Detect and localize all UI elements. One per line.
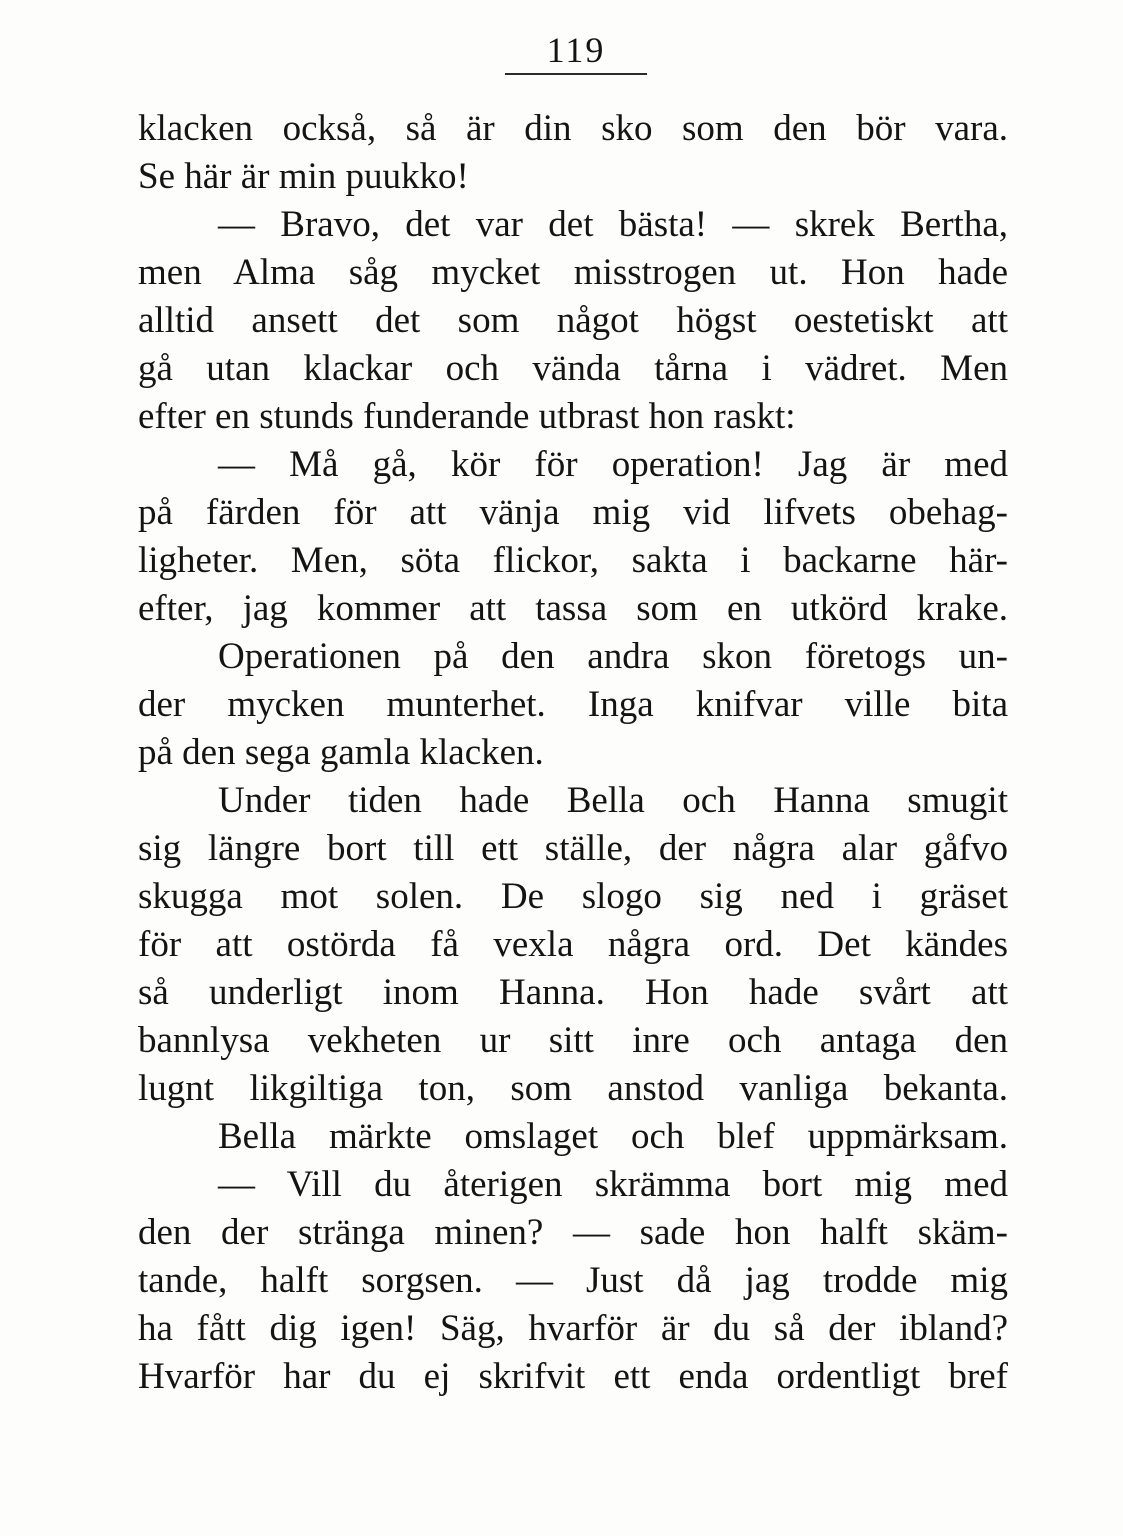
text-line: klacken också, så är din sko som den bör vara. <box>138 108 1008 149</box>
text-line: der mycken munterhet. Inga knifvar ville bita <box>138 684 1008 725</box>
text-line: Under tiden hade Bella och Hanna smugit <box>218 780 1008 821</box>
text-line: efter en stunds funderande utbrast hon raskt: <box>138 396 796 437</box>
text-line: Hvarför har du ej skrifvit ett enda ordentligt bref <box>138 1356 1008 1397</box>
text-line: ha fått dig igen! Säg, hvarför är du så der ibland? <box>138 1308 1008 1349</box>
text-line: tande, halft sorgsen. — Just då jag trodde mig <box>138 1260 1008 1301</box>
text-line: sig längre bort till ett ställe, der några alar gåfvo <box>138 828 1008 869</box>
text-line: — Vill du återigen skrämma bort mig med <box>218 1164 1008 1205</box>
text-line: på färden för att vänja mig vid lifvets obehag- <box>138 492 1008 533</box>
text-line: — Bravo, det var det bästa! — skrek Bertha, <box>218 204 1008 245</box>
text-line: Bella märkte omslaget och blef uppmärksam. <box>218 1116 1008 1157</box>
page-number-rule <box>505 73 647 75</box>
text-line: men Alma såg mycket misstrogen ut. Hon hade <box>138 252 1008 293</box>
text-line: den der stränga minen? — sade hon halft skäm- <box>138 1212 1008 1253</box>
text-line: lugnt likgiltiga ton, som anstod vanliga bekanta. <box>138 1068 1008 1109</box>
text-line: skugga mot solen. De slogo sig ned i gräset <box>138 876 1008 917</box>
text-line: — Må gå, kör för operation! Jag är med <box>218 444 1008 485</box>
text-line: gå utan klackar och vända tårna i vädret. Men <box>138 348 1008 389</box>
text-line: på den sega gamla klacken. <box>138 732 544 773</box>
text-line: alltid ansett det som något högst oestetiskt att <box>138 300 1008 341</box>
text-line: Operationen på den andra skon företogs un- <box>218 636 1008 677</box>
text-line: Se här är min puukko! <box>138 156 469 197</box>
text-line: bannlysa vekheten ur sitt inre och antaga den <box>138 1020 1008 1061</box>
text-line: så underligt inom Hanna. Hon hade svårt att <box>138 972 1008 1013</box>
page-number: 119 <box>546 30 606 70</box>
text-line: ligheter. Men, söta flickor, sakta i backarne här- <box>138 540 1008 581</box>
text-line: efter, jag kommer att tassa som en utkörd krake. <box>138 588 1008 629</box>
text-line: för att ostörda få vexla några ord. Det kändes <box>138 924 1008 965</box>
